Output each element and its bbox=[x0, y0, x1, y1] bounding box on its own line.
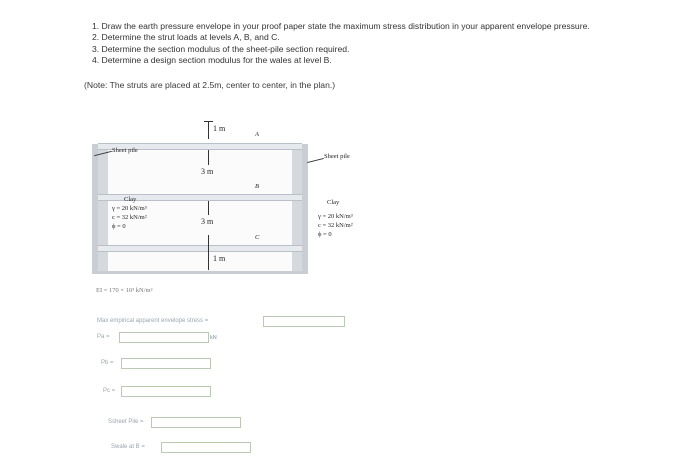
sheet-pile-field[interactable] bbox=[151, 417, 241, 428]
dim-mid1-label: 3 m bbox=[201, 167, 214, 176]
soil-right-c: c = 32 kN/m² bbox=[318, 222, 353, 229]
level-c-label: C bbox=[255, 234, 260, 241]
pc-label: Pc = bbox=[103, 388, 116, 394]
soil-right-phi: ϕ = 0 bbox=[318, 231, 332, 238]
right-sheet-pile bbox=[302, 144, 308, 272]
question-2: 2. Determine the strut loads at levels A, B, and C. bbox=[92, 32, 280, 42]
soil-left-name: Clay bbox=[124, 196, 137, 203]
max-stress-label: Max empirical apparent envelope stress = bbox=[97, 318, 209, 324]
ei-label: EI = 170 × 10³ kN/m² bbox=[96, 287, 153, 294]
note: (Note: The struts are placed at 2.5m, center to center, in the plan.) bbox=[84, 80, 336, 90]
max-stress-field[interactable] bbox=[263, 316, 345, 327]
pc-field[interactable] bbox=[121, 386, 211, 397]
right-soil-panel bbox=[292, 144, 302, 272]
swale-field[interactable] bbox=[161, 442, 251, 453]
sheet-pile-left-label: Sheet pile bbox=[112, 147, 138, 154]
pa-label: Pa = bbox=[97, 334, 110, 340]
soil-right-name: Clay bbox=[327, 199, 340, 206]
swale-label: Swale at B = bbox=[111, 444, 145, 450]
level-a-label: A bbox=[255, 131, 259, 138]
sheet-pile-label: Ssheet Pile = bbox=[108, 419, 144, 425]
sheet-pile-right-leader bbox=[307, 158, 324, 163]
dimension-line-top bbox=[208, 121, 209, 139]
pa-field[interactable] bbox=[119, 332, 209, 343]
soil-left-c: c = 32 kN/m² bbox=[112, 214, 147, 221]
dim-bottom-label: 1 m bbox=[213, 254, 226, 263]
pa-unit: kN bbox=[210, 335, 217, 341]
level-b-label: B bbox=[255, 183, 259, 190]
dimension-line-bottom bbox=[208, 235, 209, 270]
pb-field[interactable] bbox=[121, 358, 211, 369]
excavation-bottom bbox=[92, 271, 308, 274]
question-1: 1. Draw the earth pressure envelope in your proof paper state the maximum stress distribution in your apparent envelope pressure. bbox=[92, 21, 590, 31]
dim-mid2-label: 3 m bbox=[201, 217, 214, 226]
dimension-line-mid2 bbox=[208, 201, 209, 215]
soil-left-phi: ϕ = 0 bbox=[112, 223, 126, 230]
dim-top-label: 1 m bbox=[213, 124, 226, 133]
question-4: 4. Determine a design section modulus for the wales at level B. bbox=[92, 55, 332, 65]
dimension-line-mid bbox=[208, 150, 209, 165]
left-soil-panel bbox=[98, 144, 108, 272]
pb-label: Pb = bbox=[101, 360, 114, 366]
strut-c bbox=[98, 245, 302, 252]
soil-left-gamma: γ = 20 kN/m³ bbox=[112, 205, 147, 212]
soil-right-gamma: γ = 20 kN/m³ bbox=[318, 213, 353, 220]
dimension-tick-top bbox=[204, 121, 213, 122]
question-3: 3. Determine the section modulus of the sheet-pile section required. bbox=[92, 44, 350, 54]
sheet-pile-right-label: Sheet pile bbox=[324, 153, 350, 160]
